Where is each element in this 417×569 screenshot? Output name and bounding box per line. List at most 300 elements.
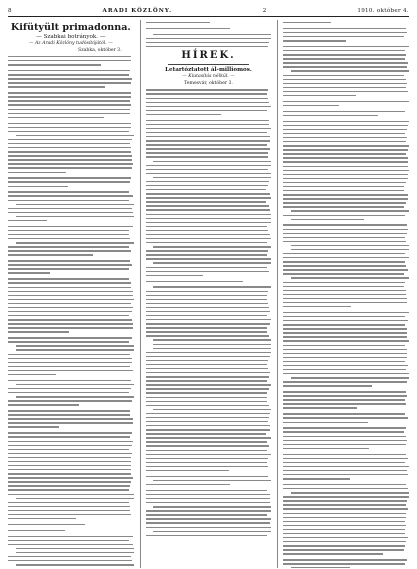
text-line (146, 397, 267, 398)
text-line (146, 335, 270, 336)
article-body (8, 56, 134, 568)
text-line (283, 229, 408, 230)
text-line (146, 476, 269, 477)
text-line (283, 269, 408, 270)
text-line (8, 556, 131, 557)
text-line (283, 454, 406, 455)
text-line (8, 489, 129, 490)
text-line (283, 79, 406, 80)
text-line (283, 261, 405, 262)
text-line (153, 531, 271, 532)
text-line (8, 92, 131, 93)
text-line (16, 216, 134, 217)
text-line (146, 189, 267, 190)
text-line (283, 422, 368, 423)
masthead (8, 6, 409, 17)
text-line (8, 70, 130, 71)
text-line (8, 181, 130, 182)
text-line (8, 191, 129, 192)
text-line (8, 457, 131, 458)
text-line (146, 295, 267, 296)
column-3 (277, 20, 409, 568)
text-line (283, 170, 408, 171)
text-line (146, 169, 269, 170)
text-line (283, 403, 405, 404)
text-line (283, 224, 407, 225)
text-line (8, 370, 133, 371)
text-line (146, 275, 203, 276)
text-line (283, 75, 404, 76)
text-line (8, 254, 93, 255)
text-line (283, 161, 408, 162)
text-line (146, 93, 267, 94)
text-line (8, 109, 130, 110)
text-line (283, 22, 331, 23)
text-line (146, 28, 230, 29)
text-line (8, 514, 131, 515)
text-line (8, 311, 132, 312)
text-line (146, 356, 270, 357)
text-line (8, 506, 130, 507)
text-line (146, 522, 270, 523)
text-line (283, 233, 406, 234)
issue-date: 1910. október 4. (357, 7, 409, 14)
text-line (283, 521, 405, 522)
text-line (283, 133, 404, 134)
text-line (8, 422, 133, 423)
text-line (8, 380, 131, 381)
text-line (8, 230, 129, 231)
text-line (146, 510, 272, 511)
text-line (146, 181, 269, 182)
text-line (291, 249, 409, 250)
text-line (146, 364, 267, 365)
text-line (283, 448, 369, 449)
text-line (283, 336, 407, 337)
text-line (8, 477, 133, 478)
text-line (283, 190, 404, 191)
text-line (8, 414, 130, 415)
text-line (146, 303, 268, 304)
text-line (8, 341, 129, 342)
text-line (291, 70, 409, 71)
text-line (16, 384, 134, 385)
text-line (146, 518, 271, 519)
text-line (283, 125, 407, 126)
text-line (146, 102, 269, 103)
text-line (283, 478, 349, 479)
text-line (146, 352, 271, 353)
text-line (283, 206, 404, 207)
text-line (8, 147, 131, 148)
text-line (153, 344, 271, 345)
text-line (283, 541, 405, 542)
text-line (146, 494, 270, 495)
text-line (8, 445, 132, 446)
text-line (8, 96, 131, 97)
text-line (283, 105, 339, 106)
text-line (8, 117, 104, 118)
text-line (283, 413, 405, 414)
text-line (8, 358, 132, 359)
text-line (8, 354, 130, 355)
text-line (146, 392, 267, 393)
text-line (146, 98, 268, 99)
text-line (8, 100, 130, 101)
text-line (283, 484, 405, 485)
text-line (283, 533, 405, 534)
text-line (146, 197, 271, 198)
text-line (8, 234, 129, 235)
section-title: HÍREK. (181, 50, 236, 62)
text-line (153, 506, 271, 507)
text-line (146, 433, 267, 434)
text-line (8, 453, 132, 454)
text-line (8, 177, 131, 178)
text-line (146, 421, 269, 422)
text-line (146, 417, 270, 418)
text-line (283, 312, 408, 313)
text-line (146, 106, 271, 107)
text-line (146, 470, 229, 471)
text-line (8, 436, 130, 437)
text-line (283, 324, 404, 325)
text-line (283, 458, 407, 459)
text-line (283, 508, 408, 509)
text-line (146, 114, 221, 115)
text-line (283, 166, 407, 167)
text-line (8, 151, 131, 152)
text-line (146, 429, 270, 430)
text-line (283, 373, 408, 374)
text-line (8, 78, 132, 79)
text-line (146, 307, 270, 308)
text-line (146, 110, 268, 111)
text-line (8, 268, 129, 269)
text-line (8, 404, 79, 405)
text-line (283, 182, 406, 183)
news-title: Letartóztatott ál-milliomos. (165, 67, 252, 74)
text-line (8, 449, 129, 450)
text-line (8, 167, 132, 168)
text-line (283, 545, 405, 546)
text-line (146, 38, 271, 39)
text-line (146, 201, 267, 202)
text-line (8, 127, 131, 128)
text-line (8, 465, 131, 466)
text-line (8, 315, 129, 316)
text-line (8, 226, 133, 227)
text-line (283, 178, 408, 179)
text-line (283, 95, 356, 96)
text-line (283, 265, 406, 266)
text-line (146, 185, 269, 186)
text-line (8, 327, 133, 328)
text-line (283, 174, 408, 175)
text-line (8, 82, 131, 83)
text-line (8, 186, 68, 187)
text-line (283, 253, 404, 254)
text-line (146, 384, 271, 385)
text-line (8, 461, 131, 462)
text-line (146, 124, 270, 125)
text-line (146, 132, 268, 133)
text-line (146, 514, 267, 515)
text-line (283, 500, 406, 501)
text-line (283, 353, 407, 354)
text-line (146, 46, 269, 47)
text-line (146, 222, 271, 223)
text-line (8, 518, 76, 519)
text-line (146, 502, 270, 503)
text-line (153, 286, 271, 287)
text-line (283, 369, 406, 370)
text-line (146, 360, 268, 361)
text-line (283, 290, 405, 291)
text-line (283, 121, 408, 122)
text-line (283, 504, 406, 505)
text-line (283, 50, 404, 51)
text-line (291, 492, 409, 493)
text-line (283, 273, 404, 274)
text-line (283, 186, 404, 187)
text-line (8, 86, 105, 87)
text-line (283, 115, 378, 116)
text-line (146, 437, 272, 438)
text-line (283, 316, 405, 317)
text-line (283, 194, 408, 195)
text-line (146, 42, 269, 43)
text-line (146, 120, 270, 121)
text-line (8, 536, 133, 537)
text-line (16, 552, 134, 553)
text-line (16, 548, 134, 549)
text-line (283, 241, 405, 242)
text-line (146, 490, 268, 491)
text-line (8, 172, 66, 173)
text-line (153, 480, 271, 481)
text-line (8, 208, 132, 209)
text-line (146, 218, 271, 219)
text-line (146, 128, 272, 129)
text-line (8, 469, 131, 470)
text-line (283, 462, 404, 463)
text-line (283, 54, 406, 55)
text-line (283, 145, 409, 146)
text-line (153, 246, 271, 247)
text-line (283, 91, 408, 92)
text-line (146, 136, 270, 137)
text-line (8, 426, 59, 427)
text-line (146, 368, 269, 369)
text-line (283, 198, 407, 199)
text-line (16, 135, 134, 136)
text-line (8, 250, 131, 251)
text-line (283, 517, 405, 518)
text-line (8, 473, 131, 474)
text-line (8, 264, 132, 265)
text-line (8, 143, 130, 144)
text-line (146, 234, 271, 235)
text-line (8, 441, 133, 442)
page-number-left: 8 (8, 7, 12, 14)
text-line (283, 306, 351, 307)
text-line (153, 348, 271, 349)
text-line (283, 427, 405, 428)
text-line (283, 46, 408, 47)
text-line (146, 315, 267, 316)
text-line (283, 417, 408, 418)
section-rule (168, 64, 250, 65)
text-line (153, 177, 271, 178)
text-line (8, 220, 47, 221)
text-line (8, 362, 132, 363)
text-line (146, 226, 268, 227)
text-line (8, 278, 129, 279)
text-line (8, 560, 132, 561)
text-line (283, 474, 407, 475)
article-subtitle: — Szabkai botrányok. — (36, 34, 106, 40)
text-line (283, 563, 405, 564)
text-line (291, 219, 364, 220)
text-line (8, 432, 132, 433)
text-line (8, 104, 131, 105)
text-line (283, 294, 406, 295)
text-line (8, 212, 133, 213)
text-line (153, 34, 271, 35)
text-line (283, 298, 407, 299)
text-line (283, 32, 406, 33)
paper-title: ARADI KÖZLÖNY. (102, 7, 173, 14)
text-line (153, 161, 271, 162)
text-line (283, 537, 408, 538)
text-line (283, 496, 409, 497)
text-line (283, 559, 407, 560)
article-title: Kifütyült primadonna. (10, 22, 131, 33)
text-line (8, 392, 129, 393)
text-line (146, 535, 267, 536)
text-line (8, 502, 129, 503)
news-subline: Temesvár, október 3. (184, 81, 233, 87)
text-line (146, 267, 267, 268)
text-line (8, 481, 131, 482)
text-line (291, 567, 350, 568)
text-line (146, 205, 269, 206)
text-line (146, 214, 272, 215)
text-line (146, 372, 271, 373)
text-line (8, 540, 129, 541)
text-line (283, 257, 408, 258)
text-line (146, 405, 269, 406)
text-line (146, 425, 270, 426)
text-line (291, 277, 409, 278)
text-line (8, 200, 129, 201)
news-byline: — Kiutasítás nélkül. — (182, 74, 235, 80)
text-line (146, 380, 267, 381)
text-line (16, 396, 134, 397)
text-line (283, 488, 408, 489)
text-line (8, 374, 56, 375)
text-line (8, 123, 131, 124)
text-line (8, 260, 130, 261)
text-line (283, 83, 407, 84)
text-line (8, 282, 131, 283)
text-line (283, 361, 405, 362)
text-line (283, 395, 407, 396)
text-line (146, 152, 269, 153)
text-line (291, 377, 409, 378)
text-line (283, 470, 407, 471)
text-line (8, 319, 132, 320)
text-line (8, 400, 132, 401)
text-line (8, 195, 133, 196)
text-line (283, 466, 408, 467)
text-line (146, 242, 267, 243)
text-line (153, 262, 271, 263)
text-line (146, 254, 268, 255)
text-line (146, 209, 270, 210)
text-line (146, 238, 271, 239)
text-line (16, 564, 134, 565)
text-line (8, 238, 130, 239)
text-line (283, 525, 405, 526)
text-line (283, 357, 407, 358)
text-line (8, 291, 133, 292)
text-line (8, 74, 129, 75)
text-line (146, 271, 269, 272)
text-line (16, 349, 134, 350)
text-line (283, 340, 409, 341)
text-line (8, 524, 85, 525)
column-2 (140, 20, 272, 568)
text-line (283, 328, 407, 329)
text-line (8, 323, 133, 324)
text-line (146, 156, 269, 157)
text-line (8, 163, 133, 164)
page-number-right: 2 (262, 7, 267, 14)
text-line (8, 159, 132, 160)
text-line (153, 409, 271, 410)
text-line (146, 193, 270, 194)
text-line (146, 89, 268, 90)
text-line (146, 327, 267, 328)
text-line (8, 272, 50, 273)
text-line (283, 141, 405, 142)
text-line (283, 153, 405, 154)
text-line (283, 302, 406, 303)
text-line (8, 510, 130, 511)
article-byline: — Az Aradi Közlöny tudósítójától. — (28, 41, 113, 46)
column-2-top-text (146, 22, 272, 47)
text-line (16, 345, 134, 346)
text-line (283, 282, 405, 283)
text-line (283, 385, 371, 386)
text-line (146, 291, 269, 292)
text-line (146, 454, 271, 455)
text-line (283, 129, 407, 130)
text-line (283, 286, 404, 287)
news-body (146, 89, 272, 536)
text-line (283, 381, 407, 382)
text-line (283, 215, 405, 216)
article-dateline: Szabka, október 3. (78, 48, 122, 53)
text-line (8, 494, 134, 495)
text-line (283, 111, 404, 112)
column-1 (8, 20, 134, 568)
text-line (283, 431, 404, 432)
text-line (146, 376, 269, 377)
text-line (146, 401, 267, 402)
